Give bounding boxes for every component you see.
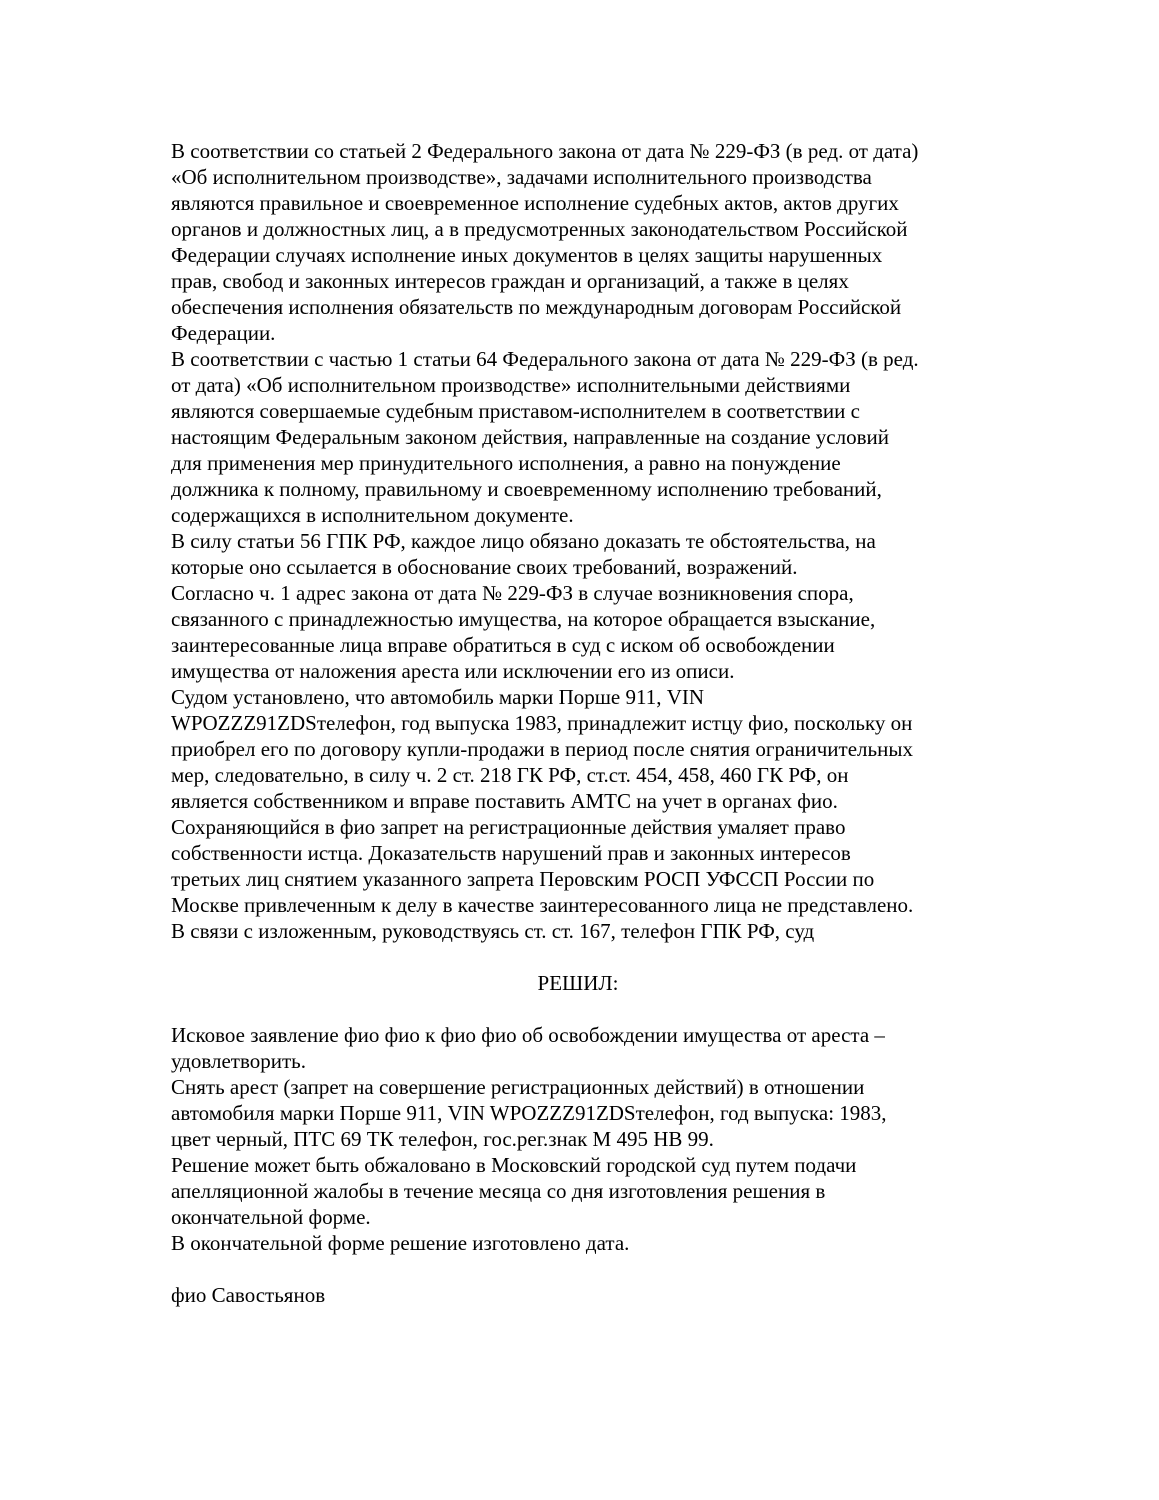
judge-signature: фио Савостьянов <box>171 1283 326 1307</box>
paragraph-dispute-rule: Согласно ч. 1 адрес закона от дата № 229-ФЗ в случае возникновения спора, связанного с принадлежностью имущества, на которое обращается взыскание, заинтересованные лица вправе обратиться в суд с иском об освобождении имущества от наложения ареста или исключении его из описи. <box>171 581 876 683</box>
paragraph-enforcement-tasks: В соответствии со статьей 2 Федерального закона от дата № 229-ФЗ (в ред. от дата) «Об исполнительном производстве», задачами исполнительного производства являются правильное и своевременное исполнение судебных актов, актов других органов и должностных лиц, а в предусмотренных законодательством Российской Федерации случаях исполнение иных документов в целях защиты нарушенных прав, свобод и законных интересов граждан и организаций, а также в целях обеспечения исполнения обязательств по международным договорам Российской Федерации. <box>171 139 919 345</box>
paragraph-appeal: Решение может быть обжаловано в Московский городской суд путем подачи апелляционной жалобы в течение месяца со дня изготовления решения в окончательной форме. <box>171 1153 857 1229</box>
paragraph-final-form: В окончательной форме решение изготовлено дата. <box>171 1231 630 1255</box>
document-body <box>171 138 1001 1308</box>
decision-heading: РЕШИЛ: <box>537 971 619 995</box>
paragraph-registration-ban: Сохраняющийся в фио запрет на регистрационные действия умаляет право собственности истца. Доказательств нарушений прав и законных интересов третьих лиц снятием указанного запрета Перовским РОСП УФССП России по Москве привлеченным к делу в качестве заинтересованного лица не представлено. <box>171 815 914 917</box>
decision-section <box>171 1022 1001 1256</box>
paragraph-court-findings: Судом установлено, что автомобиль марки Порше 911, VIN WPOZZZ91ZDSтелефон, год выпуска 1983, принадлежит истцу фио, поскольку он приобрел его по договору купли-продажи в период после снятия ограничительных мер, следовательно, в силу ч. 2 ст. 218 ГК РФ, ст.ст. 454, 458, 460 ГК РФ, он является собственником и вправе поставить АМТС на учет в органах фио. <box>171 685 913 813</box>
reasoning-section <box>171 138 1001 944</box>
paragraph-court-basis: В связи с изложенным, руководствуясь ст. ст. 167, телефон ГПК РФ, суд <box>171 919 815 943</box>
paragraph-enforcement-actions: В соответствии с частью 1 статьи 64 Федерального закона от дата № 229-ФЗ (в ред. от дата) «Об исполнительном производстве» исполнительными действиями являются совершаемые судебным приставом-исполнителем в соответствии с настоящим Федеральным законом действия, направленные на создание условий для применения мер принудительного исполнения, а равно на понуждение должника к полному, правильному и своевременному исполнению требований, содержащихся в исполнительном документе. <box>171 347 919 527</box>
paragraph-claim-granted: Исковое заявление фио фио к фио фио об освобождении имущества от ареста – удовлетворить. <box>171 1023 885 1073</box>
paragraph-burden-of-proof: В силу статьи 56 ГПК РФ, каждое лицо обязано доказать те обстоятельства, на которые оно ссылается в обоснование своих требований, возражений. <box>171 529 876 579</box>
paragraph-remove-arrest: Снять арест (запрет на совершение регистрационных действий) в отношении автомобиля марки Порше 911, VIN WPOZZZ91ZDSтелефон, год выпуска: 1983, цвет черный, ПТС 69 ТК телефон, гос.рег.знак М 495 НВ 99. <box>171 1075 887 1151</box>
